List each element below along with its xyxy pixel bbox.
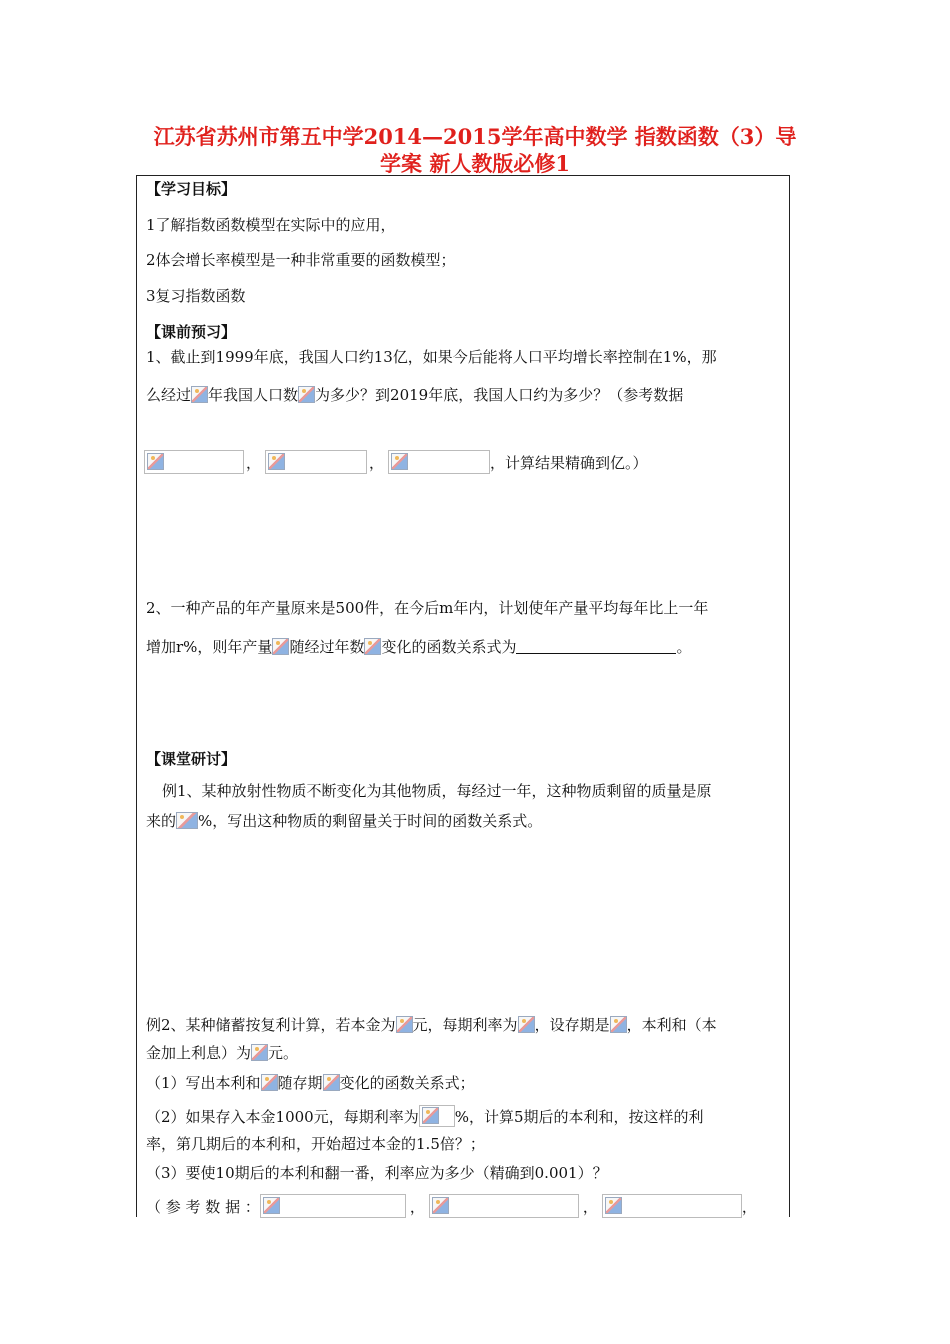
q1-line3-end: ，计算结果精确到亿。） xyxy=(490,454,648,472)
example2-q3: （3）要使10期后的本利和翻一番，利率应为多少（精确到0.001）？ xyxy=(146,1164,608,1182)
rate-field xyxy=(419,1105,455,1127)
comma: ， xyxy=(409,1198,425,1216)
formula-image-icon xyxy=(261,1074,278,1091)
formula-image-icon xyxy=(263,1197,280,1214)
formula-image-icon xyxy=(323,1074,340,1091)
preview-q1-line3 xyxy=(144,450,648,474)
comma: ， xyxy=(246,454,262,472)
example2-line1 xyxy=(146,1015,717,1035)
title-line-2: 学案 新人教版必修1 xyxy=(380,151,570,176)
preview-q2-line2 xyxy=(146,637,691,657)
q2-text-end: 。 xyxy=(676,638,692,656)
formula-image-icon xyxy=(268,453,285,470)
answer-blank xyxy=(516,637,676,654)
example2-line2 xyxy=(146,1043,298,1063)
formula-image-icon xyxy=(422,1107,439,1124)
example1-line1: 例1、某种放射性物质不断变化为其他物质，每经过一年，这种物质剩留的质量是原 xyxy=(162,782,712,800)
formula-image-icon xyxy=(364,638,381,655)
ex2-q1-b: 随存期 xyxy=(277,1074,323,1092)
goal-item-1: 1了解指数函数模型在实际中的应用， xyxy=(146,216,396,234)
q1-text-b: 年我国人口数 xyxy=(208,386,299,404)
preview-q2-line1: 2、一种产品的年产量原来是500件，在今后m年内，计划使年产量平均每年比上一年 xyxy=(146,599,709,617)
q2-text-a: 增加r%，则年产量 xyxy=(146,638,273,656)
example2-reference-data xyxy=(146,1194,757,1218)
formula-image-icon xyxy=(610,1016,627,1033)
ex2-text-a: 例2、某种储蓄按复利计算，若本金为 xyxy=(146,1016,396,1034)
reference-value-field xyxy=(602,1194,742,1218)
reference-value-field xyxy=(144,450,244,474)
ex2-text-d: ，本利和（本 xyxy=(626,1016,717,1034)
formula-image-icon xyxy=(518,1016,535,1033)
example2-q2-line1 xyxy=(146,1105,704,1127)
ex2-q2-b: %，计算5期后的本利和，按这样的利 xyxy=(454,1108,704,1126)
formula-image-icon xyxy=(251,1044,268,1061)
formula-image-icon xyxy=(391,453,408,470)
ex2-q1-a: （1）写出本利和 xyxy=(146,1074,261,1092)
comma: ， xyxy=(741,1198,757,1216)
goal-item-3: 3复习指数函数 xyxy=(146,287,246,305)
reference-value-field xyxy=(265,450,367,474)
reference-value-field xyxy=(429,1194,579,1218)
example2-q1 xyxy=(146,1073,475,1093)
preview-heading: 【课前预习】 xyxy=(146,323,237,341)
preview-q1-line2 xyxy=(146,385,683,405)
formula-image-icon xyxy=(396,1016,413,1033)
ex2-text-c: ，设存期是 xyxy=(534,1016,610,1034)
comma: ， xyxy=(582,1198,598,1216)
formula-image-icon xyxy=(605,1197,622,1214)
ex2-q2-a: （2）如果存入本金1000元，每期利率为 xyxy=(146,1108,419,1126)
ex2-q1-c: 变化的函数关系式； xyxy=(339,1074,475,1092)
formula-image-icon xyxy=(298,386,315,403)
goal-item-2: 2体会增长率模型是一种非常重要的函数模型； xyxy=(146,251,456,269)
class-heading: 【课堂研讨】 xyxy=(146,750,237,768)
comma: ， xyxy=(369,454,385,472)
document-title xyxy=(130,123,820,177)
q1-text-c: 为多少？到2019年底，我国人口约为多少？（参考数据 xyxy=(315,386,684,404)
formula-image-icon xyxy=(176,812,198,829)
preview-q1-line1: 1、截止到1999年底，我国人口约13亿，如果今后能将人口平均增长率控制在1%，那 xyxy=(146,348,717,366)
q2-text-c: 变化的函数关系式为 xyxy=(381,638,517,656)
q1-text-a: 么经过 xyxy=(146,386,192,404)
ex1-text-b: %，写出这种物质的剩留量关于时间的函数关系式。 xyxy=(198,812,543,830)
q2-text-b: 随经过年数 xyxy=(289,638,365,656)
example1-line2 xyxy=(146,811,542,831)
formula-image-icon xyxy=(272,638,289,655)
example2-q2-line2: 率，第几期后的本利和，开始超过本金的1.5倍？； xyxy=(146,1135,485,1153)
formula-image-icon xyxy=(147,453,164,470)
ex2-text-b: 元，每期利率为 xyxy=(412,1016,518,1034)
formula-image-icon xyxy=(432,1197,449,1214)
goals-heading: 【学习目标】 xyxy=(146,180,237,198)
ex1-text-a: 来的 xyxy=(146,812,177,830)
reference-value-field xyxy=(388,450,490,474)
formula-image-icon xyxy=(191,386,208,403)
ref-label: （ 参 考 数 据 ： xyxy=(146,1198,260,1216)
ex2-text-f: 元。 xyxy=(268,1044,299,1062)
ex2-text-e: 金加上利息）为 xyxy=(146,1044,252,1062)
reference-value-field xyxy=(260,1194,406,1218)
title-line-1: 江苏省苏州市第五中学2014—2015学年高中数学 指数函数（3）导 xyxy=(153,124,797,149)
